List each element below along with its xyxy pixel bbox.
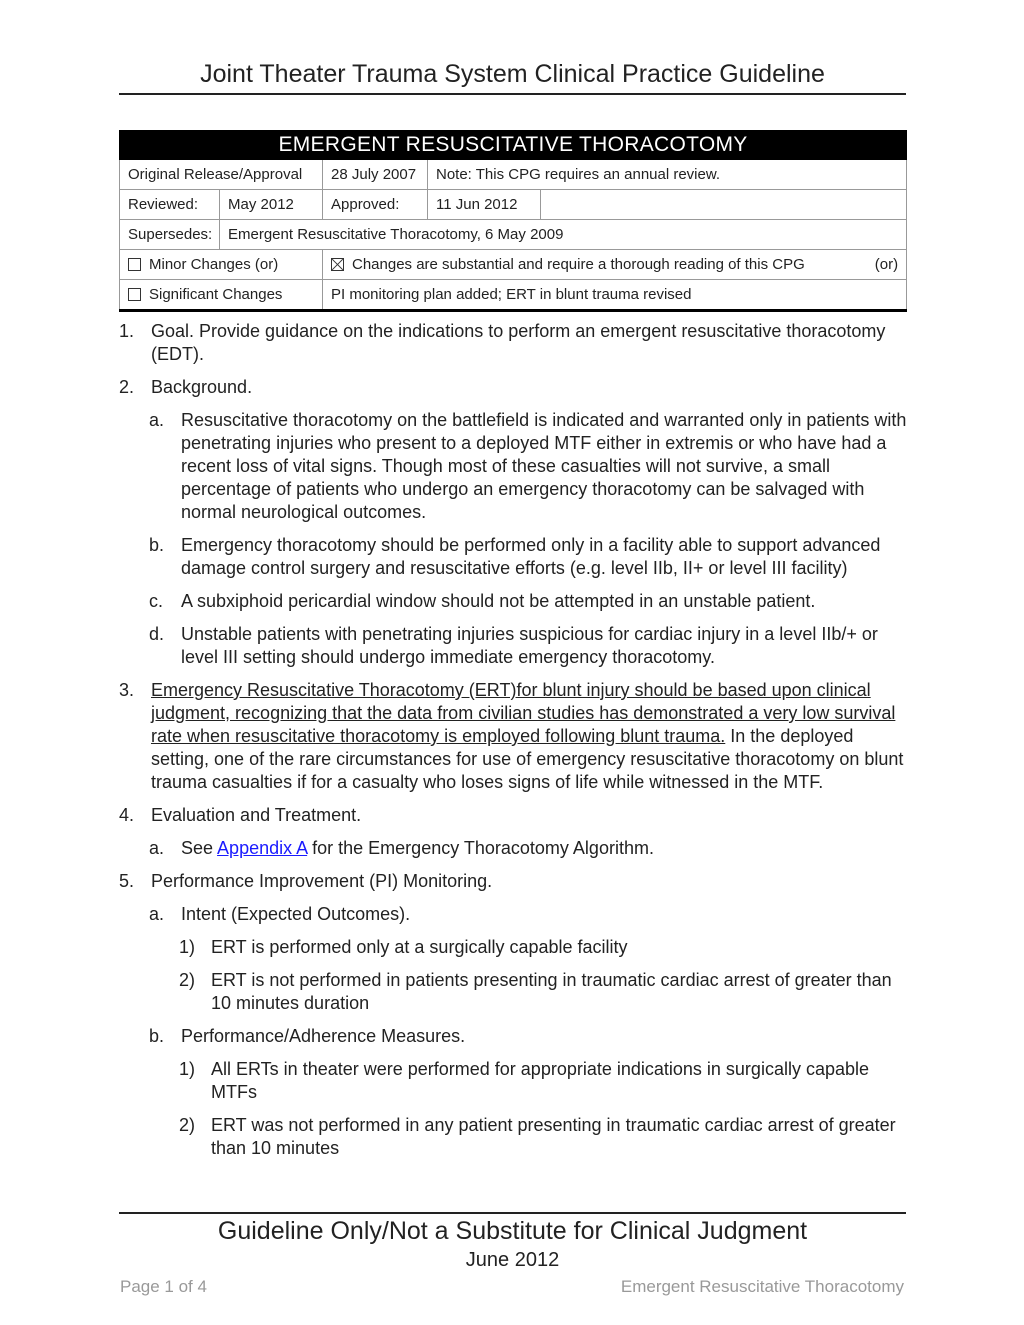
section-text: Goal. Provide guidance on the indications to perform an emergent resuscitative thoracotomy (EDT).	[151, 321, 886, 364]
section-number: 1.	[119, 321, 135, 341]
background-item-b	[119, 534, 909, 580]
section-text: Background.	[151, 377, 253, 397]
item-text: All ERTs in theater were performed for appropriate indications in surgically capable MTFs	[211, 1059, 870, 1102]
section-blunt-injury	[119, 679, 909, 794]
section-text: Performance Improvement (PI) Monitoring.	[151, 871, 493, 891]
item-text: ERT is performed only at a surgically capable facility	[211, 937, 628, 957]
approved-label: Approved:	[323, 190, 428, 220]
empty-cell	[541, 190, 907, 220]
footer-title: Guideline Only/Not a Substitute for Clinical Judgment	[217, 1217, 808, 1245]
pi-item-a-1	[119, 936, 909, 959]
footer-divider	[119, 1212, 906, 1214]
significant-changes-cell	[120, 280, 323, 311]
annual-review-note: Note: This CPG requires an annual review.	[428, 160, 907, 190]
item-letter: c.	[149, 591, 164, 611]
footer-date: June 2012	[465, 1249, 560, 1271]
significant-changes-value: PI monitoring plan added; ERT in blunt trauma revised	[323, 280, 907, 311]
item-text-post: for the Emergency Thoracotomy Algorithm.	[307, 838, 654, 858]
item-letter: b.	[149, 535, 165, 555]
reviewed-value: May 2012	[220, 190, 323, 220]
pi-item-a-2	[119, 969, 909, 1015]
approved-value: 11 Jun 2012	[428, 190, 541, 220]
pi-item-b	[119, 1025, 909, 1048]
section-number: 4.	[119, 805, 135, 825]
section-pi-monitoring	[119, 870, 909, 893]
item-text: A subxiphoid pericardial window should not be attempted in an unstable patient.	[181, 591, 816, 611]
item-text: Intent (Expected Outcomes).	[181, 904, 411, 924]
supersedes-value: Emergent Resuscitative Thoracotomy, 6 May 2009	[220, 220, 907, 250]
pi-item-a	[119, 903, 909, 926]
reviewed-label: Reviewed:	[120, 190, 220, 220]
section-goal	[119, 320, 909, 366]
section-text: Evaluation and Treatment.	[151, 805, 362, 825]
section-text: In the deployed setting, one of the rare circumstances for use of emergency resuscitative thoracotomy on blunt trauma casualties if for a casualty who loses signs of life while witnessed in the MTF.	[151, 726, 904, 792]
evaluation-item-a	[119, 837, 909, 860]
background-item-a	[119, 409, 909, 524]
minor-changes-checkbox[interactable]	[128, 258, 141, 271]
significant-changes-checkbox[interactable]	[128, 288, 141, 301]
document-info-table	[119, 130, 907, 312]
table-title: EMERGENT RESUSCITATIVE THORACOTOMY	[120, 131, 907, 160]
page-number: Page 1 of 4	[120, 1277, 207, 1296]
item-text: Unstable patients with penetrating injuries suspicious for cardiac injury in a level IIb/+ or level III setting should undergo immediate emergency thoracotomy.	[181, 624, 878, 667]
substantial-changes-label: Changes are substantial and require a thorough reading of this CPG	[352, 256, 805, 273]
substantial-changes-checkbox[interactable]	[331, 258, 344, 271]
significant-changes-label: Significant Changes	[149, 286, 283, 303]
supersedes-label: Supersedes:	[120, 220, 220, 250]
background-item-c	[119, 590, 909, 613]
document-body	[119, 320, 909, 1170]
section-number: 3.	[119, 680, 135, 700]
minor-changes-label: Minor Changes (or)	[149, 256, 279, 273]
section-number: 2.	[119, 377, 135, 397]
item-text: ERT was not performed in any patient presenting in traumatic cardiac arrest of greater than 10 minutes	[211, 1115, 896, 1158]
or-label: (or)	[874, 256, 899, 273]
substantial-changes-cell	[323, 250, 907, 280]
section-number: 5.	[119, 871, 135, 891]
original-release-value: 28 July 2007	[323, 160, 428, 190]
pi-item-b-2	[119, 1114, 909, 1160]
appendix-a-link[interactable]: Appendix A	[217, 838, 308, 858]
page-header-title: Joint Theater Trauma System Clinical Practice Guideline	[200, 60, 825, 88]
item-letter: a.	[149, 904, 165, 924]
item-letter: a.	[149, 838, 165, 858]
section-evaluation	[119, 804, 909, 827]
item-text: Performance/Adherence Measures.	[181, 1026, 466, 1046]
item-number: 1)	[179, 937, 196, 957]
footer-document-name: Emergent Resuscitative Thoracotomy	[620, 1277, 904, 1296]
section-text-underlined: Emergency Resuscitative Thoracotomy (ERT)for blunt injury should be based upon clinical judgment, recognizing that the data from civilian studies has demonstrated a very low survival rate when resuscitative thoracotomy is employed following blunt trauma.	[151, 680, 896, 746]
item-number: 2)	[179, 1115, 196, 1135]
background-item-d	[119, 623, 909, 669]
original-release-label: Original Release/Approval	[120, 160, 323, 190]
item-text: Resuscitative thoracotomy on the battlefield is indicated and warranted only in patients with penetrating injuries who present to a deployed MTF either in extremis or who have had a recent loss of vital signs. Though most of these casualties will not survive, a small percentage of patients who undergo an emergency thoracotomy can be salvaged with normal neurological outcomes.	[181, 410, 907, 522]
section-background	[119, 376, 909, 399]
header-divider	[119, 93, 906, 95]
item-text-pre: See	[181, 838, 218, 858]
minor-changes-cell	[120, 250, 323, 280]
item-letter: b.	[149, 1026, 165, 1046]
pi-item-b-1	[119, 1058, 909, 1104]
item-text: ERT is not performed in patients presenting in traumatic cardiac arrest of greater than 10 minutes duration	[211, 970, 892, 1013]
item-letter: a.	[149, 410, 165, 430]
item-text: Emergency thoracotomy should be performed only in a facility able to support advanced damage control surgery and resuscitative efforts (e.g. level IIb, II+ or level III facility)	[181, 535, 881, 578]
item-number: 2)	[179, 970, 196, 990]
item-letter: d.	[149, 624, 165, 644]
item-number: 1)	[179, 1059, 196, 1079]
